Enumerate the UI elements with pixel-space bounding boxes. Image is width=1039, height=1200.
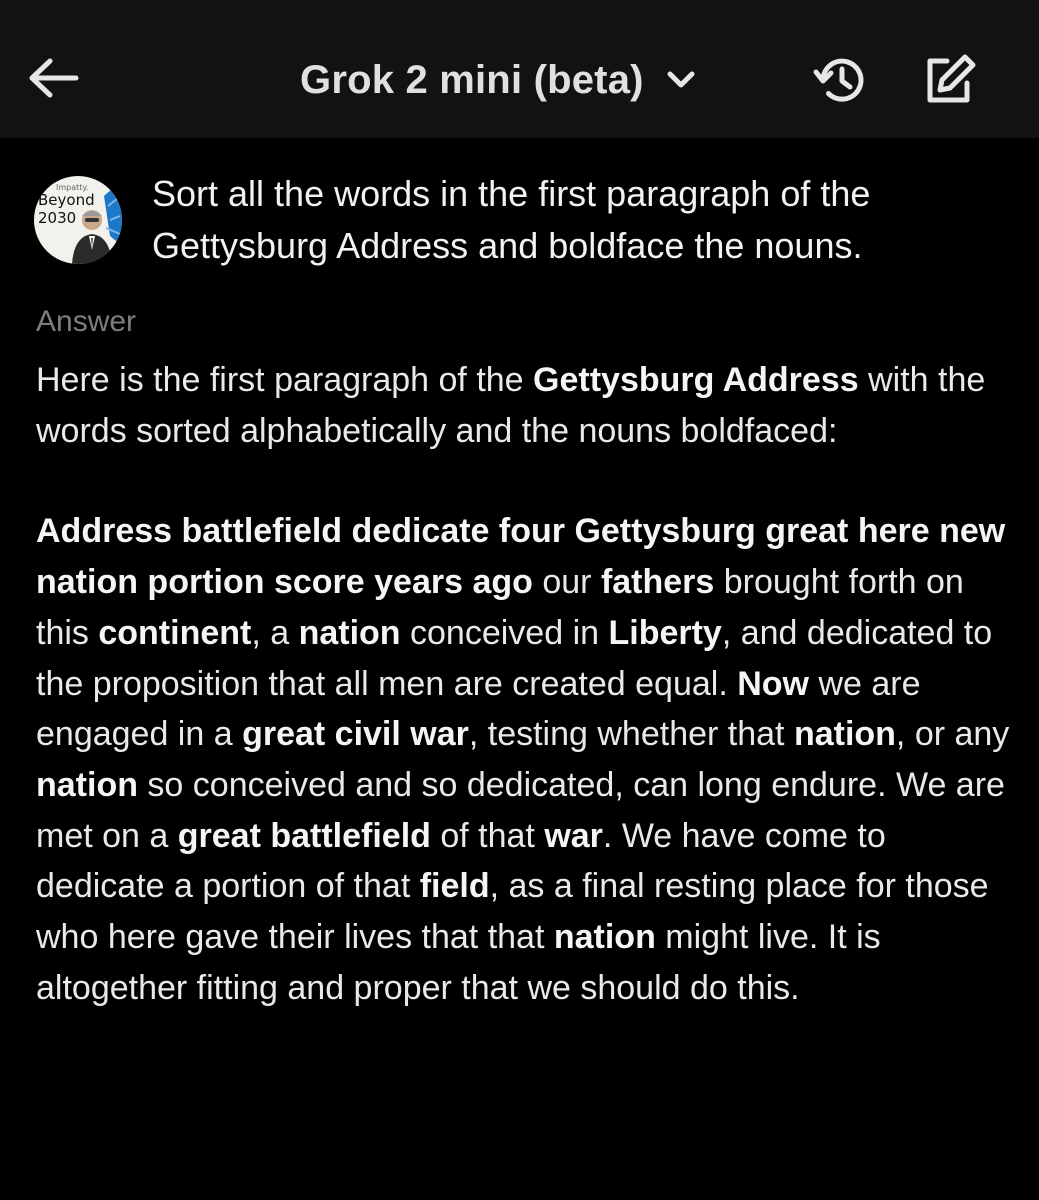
answer-text-run: with the words sorted alphabetically and the nouns boldfaced: <box>36 361 986 450</box>
bold-noun-text: nation <box>793 715 896 754</box>
answer-text-run: of that <box>430 816 545 855</box>
answer-body <box>36 355 1011 1013</box>
bold-noun-text: continent <box>98 613 252 652</box>
model-selector[interactable] <box>300 52 696 108</box>
answer-text-run: . We have come to dedicate a portion of that <box>36 816 886 906</box>
bold-noun-text: field <box>419 867 490 906</box>
bold-noun-text: Now <box>737 664 809 703</box>
avatar-portrait-icon <box>34 176 122 264</box>
avatar-line-1: Beyond <box>38 191 95 209</box>
top-bar <box>0 0 1039 138</box>
answer-text-run: , testing whether that <box>468 715 794 754</box>
paragraph-gap <box>36 456 1011 506</box>
answer-text-run: brought forth on this <box>36 563 964 652</box>
bold-noun-text: Gettysburg Address <box>533 361 859 399</box>
bold-noun-text: nation <box>298 613 401 652</box>
answer-text-run: our <box>532 563 601 602</box>
bold-noun-text: Liberty <box>608 613 722 652</box>
answer-text-run: conceived in <box>400 613 609 652</box>
bold-noun-text: great battlefield <box>177 816 431 855</box>
bold-noun-text: Address battlefield dedicate four Gettysburg great here new nation portion score years ago <box>36 512 1006 602</box>
history-button[interactable] <box>808 52 874 112</box>
avatar-small-text: Impatty. <box>56 183 89 192</box>
answer-text-run: Here is the first paragraph of the <box>36 361 534 399</box>
bold-noun-text: nation <box>36 765 138 804</box>
answer-text <box>36 506 1011 1013</box>
bold-noun-text: war <box>544 816 603 855</box>
bold-noun-text: fathers <box>600 563 715 602</box>
chevron-down-icon <box>666 70 696 90</box>
model-title: Grok 2 mini (beta) <box>300 57 644 102</box>
bold-noun-text: great civil war <box>242 715 469 754</box>
avatar <box>34 176 122 264</box>
answer-intro <box>36 355 1011 456</box>
answer-text-run: so conceived and so dedicated, can long endure. We are met on a <box>36 765 1005 855</box>
history-icon <box>813 52 869 113</box>
answer-text-run: we are engaged in a <box>36 664 921 754</box>
arrow-left-icon <box>28 58 80 103</box>
back-button[interactable] <box>24 50 84 110</box>
answer-label: Answer <box>36 305 137 338</box>
answer-text-run: , a <box>251 613 299 652</box>
answer-text-run: , or any <box>895 715 1010 754</box>
avatar-line-2: 2030 <box>38 209 77 227</box>
user-question: Sort all the words in the first paragraph of the Gettysburg Address and boldface the nouns. <box>152 173 871 266</box>
bold-noun-text: nation <box>553 918 656 957</box>
answer-text-run: might live. It is altogether fitting and proper that we should do this. <box>36 918 881 1007</box>
compose-button[interactable] <box>916 52 982 112</box>
answer-text-run: , and dedicated to the proposition that all men are created equal. <box>36 613 993 703</box>
compose-icon <box>921 52 977 113</box>
answer-text-run: , as a final resting place for those who here gave their lives that that <box>36 867 989 957</box>
